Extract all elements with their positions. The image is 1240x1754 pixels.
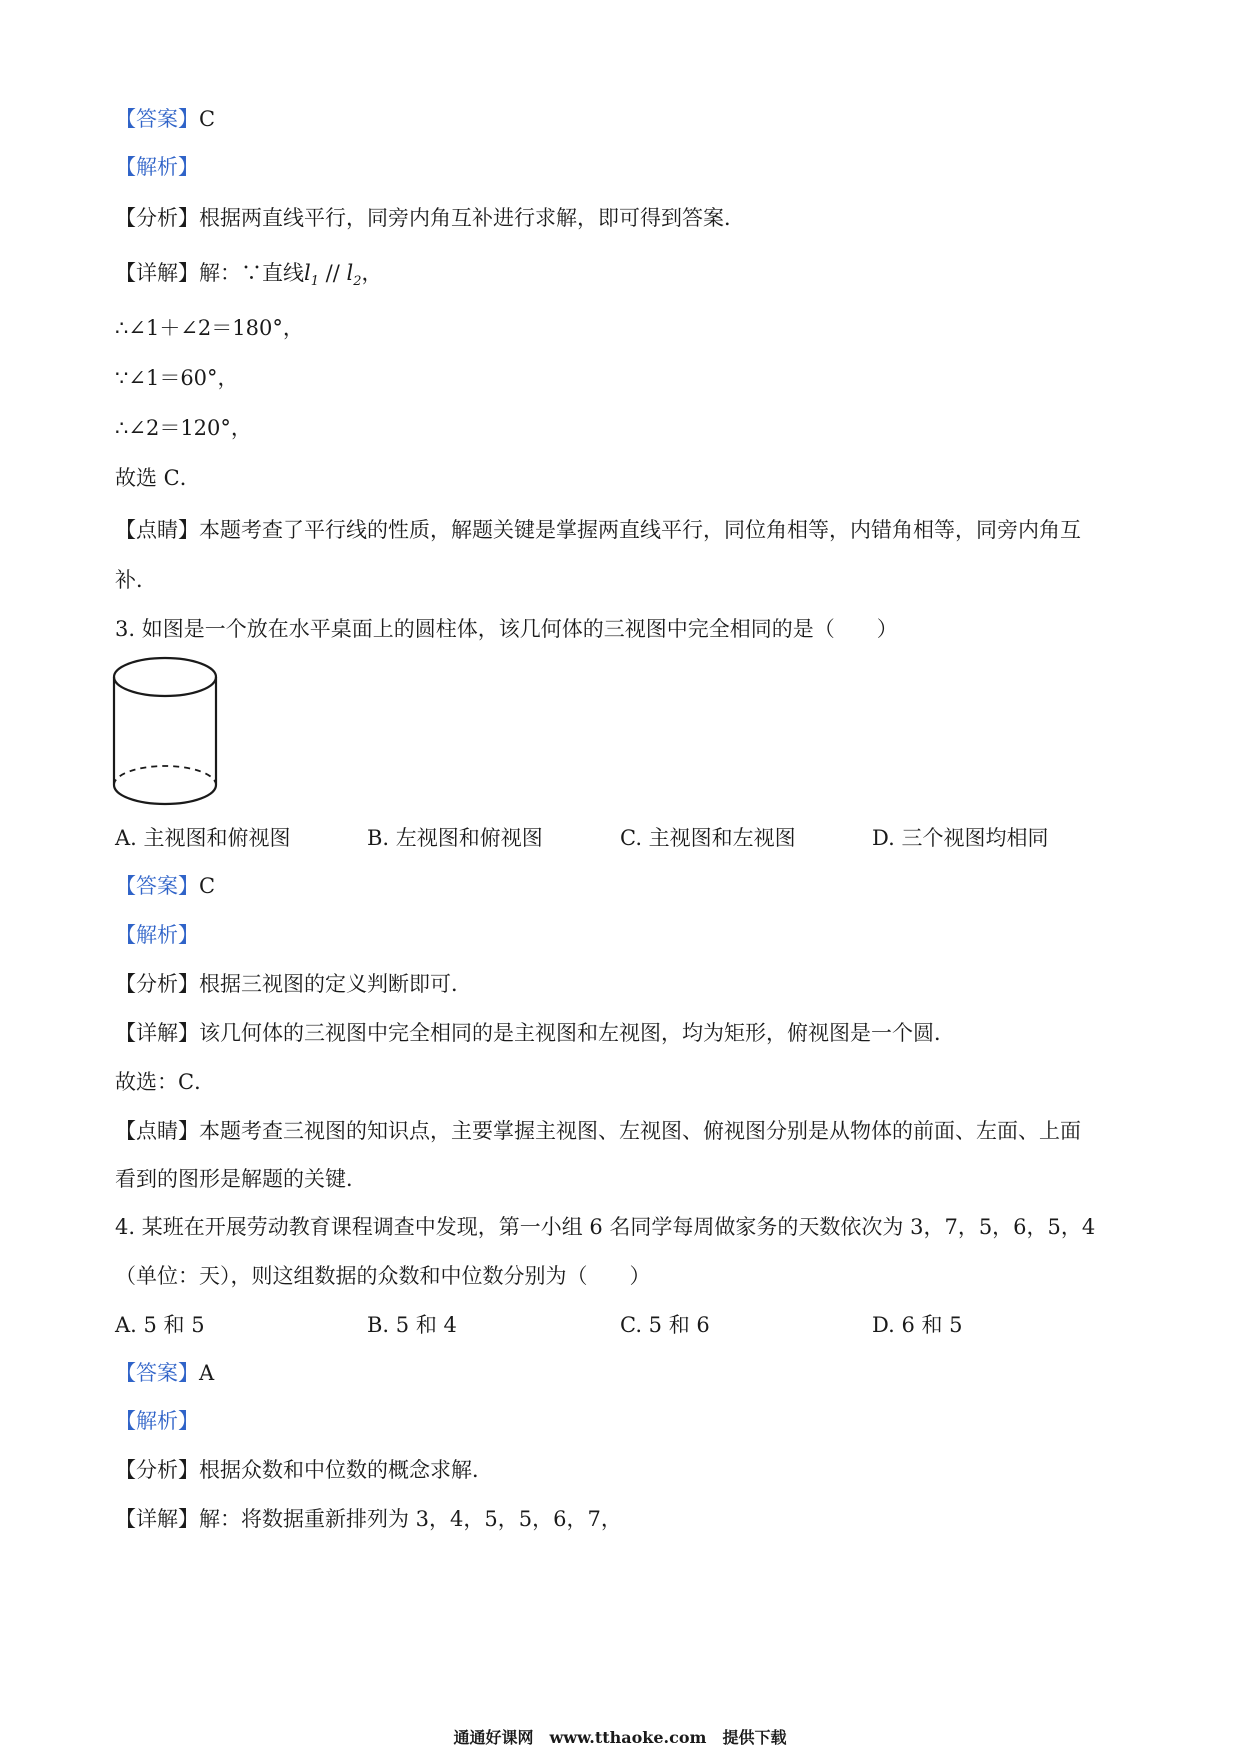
- q3-answer-line: [115, 873, 215, 899]
- dianjing-text: 本题考查了平行线的性质，解题关键是掌握两直线平行，同位角相等，内错角相等，同旁内角互: [199, 518, 1081, 542]
- page-footer: 通通好课网 www.tthaoke.com 提供下载: [453, 1728, 787, 1747]
- q3-xiangjie-line: [115, 1020, 955, 1046]
- q2-step3: ∴∠2＝120°，: [115, 416, 252, 440]
- cylinder-figure: [108, 655, 224, 807]
- q3-question: 3. 如图是一个放在水平桌面上的圆柱体，该几何体的三视图中完全相同的是（ ）: [115, 617, 898, 641]
- xiangjie-tag: 【详解】: [115, 1507, 199, 1531]
- dianjing-text: 本题考查三视图的知识点，主要掌握主视图、左视图、俯视图分别是从物体的前面、左面、上面: [199, 1119, 1081, 1143]
- q3-dianjing-line1: [115, 1118, 1081, 1144]
- q4-xiangjie-line: [115, 1506, 622, 1532]
- answer-value: A: [199, 1361, 215, 1385]
- q4-option-a: A. 5 和 5: [115, 1313, 205, 1337]
- q2-dianjing-line1: [115, 517, 1081, 543]
- line-l2: $l_2$: [346, 261, 362, 290]
- q4-fenxi-line: [115, 1457, 493, 1483]
- q4-answer-line: [115, 1360, 214, 1386]
- fenxi-text: 根据三视图的定义判断即可．: [199, 972, 472, 996]
- xiangjie-tag: 【详解】: [115, 1021, 199, 1045]
- q2-step1: ∴∠1＋∠2＝180°，: [115, 316, 304, 340]
- xiangjie-text: 解：将数据重新排列为 3，4，5，5，6，7，: [199, 1507, 622, 1531]
- q3-option-a: A. 主视图和俯视图: [115, 826, 291, 850]
- q2-analysis-tag: 【解析】: [115, 155, 199, 179]
- line-l1: $l_1$: [304, 261, 319, 290]
- answer-value: C: [199, 107, 216, 131]
- q4-analysis-tag: 【解析】: [115, 1409, 199, 1433]
- q4-option-d: D. 6 和 5: [872, 1313, 963, 1337]
- dianjing-tag: 【点睛】: [115, 518, 199, 542]
- q2-fenxi-line: [115, 205, 745, 231]
- q3-dianjing-line2: 看到的图形是解题的关键．: [115, 1167, 367, 1191]
- xiangjie-text: 解：∵直线: [199, 261, 304, 285]
- q3-choose: 故选：C．: [115, 1070, 216, 1094]
- fenxi-text: 根据众数和中位数的概念求解．: [199, 1458, 493, 1482]
- q2-xiangjie-line: [115, 260, 383, 295]
- answer-tag: 【答案】: [115, 874, 199, 898]
- answer-value: C: [199, 874, 216, 898]
- fenxi-tag: 【分析】: [115, 1458, 199, 1482]
- q2-step2: ∵∠1＝60°，: [115, 366, 239, 390]
- xiangjie-text: 该几何体的三视图中完全相同的是主视图和左视图，均为矩形，俯视图是一个圆．: [199, 1021, 955, 1045]
- parallel-symbol: //: [319, 261, 347, 285]
- fenxi-text: 根据两直线平行，同旁内角互补进行求解，即可得到答案．: [199, 206, 745, 230]
- q4-question-line2: （单位：天），则这组数据的众数和中位数分别为（ ）: [115, 1264, 651, 1288]
- q3-analysis-tag: 【解析】: [115, 923, 199, 947]
- answer-tag: 【答案】: [115, 1361, 199, 1385]
- q4-question-line1: 4. 某班在开展劳动教育课程调查中发现，第一小组 6 名同学每周做家务的天数依次为 3，7，5，6，5，4: [115, 1215, 1096, 1239]
- q2-dianjing-line2: 补．: [115, 568, 157, 592]
- xiangjie-comma: ，: [361, 261, 383, 285]
- q2-choose: 故选 C．: [115, 466, 201, 490]
- dianjing-tag: 【点睛】: [115, 1119, 199, 1143]
- q3-option-c: C. 主视图和左视图: [620, 826, 796, 850]
- fenxi-tag: 【分析】: [115, 206, 199, 230]
- xiangjie-tag: 【详解】: [115, 261, 199, 285]
- q3-fenxi-line: [115, 971, 472, 997]
- q4-option-c: C. 5 和 6: [620, 1313, 710, 1337]
- q2-answer-line: [115, 106, 215, 132]
- answer-tag: 【答案】: [115, 107, 199, 131]
- fenxi-tag: 【分析】: [115, 972, 199, 996]
- q4-option-b: B. 5 和 4: [367, 1313, 457, 1337]
- q3-option-d: D. 三个视图均相同: [872, 826, 1049, 850]
- q3-option-b: B. 左视图和俯视图: [367, 826, 543, 850]
